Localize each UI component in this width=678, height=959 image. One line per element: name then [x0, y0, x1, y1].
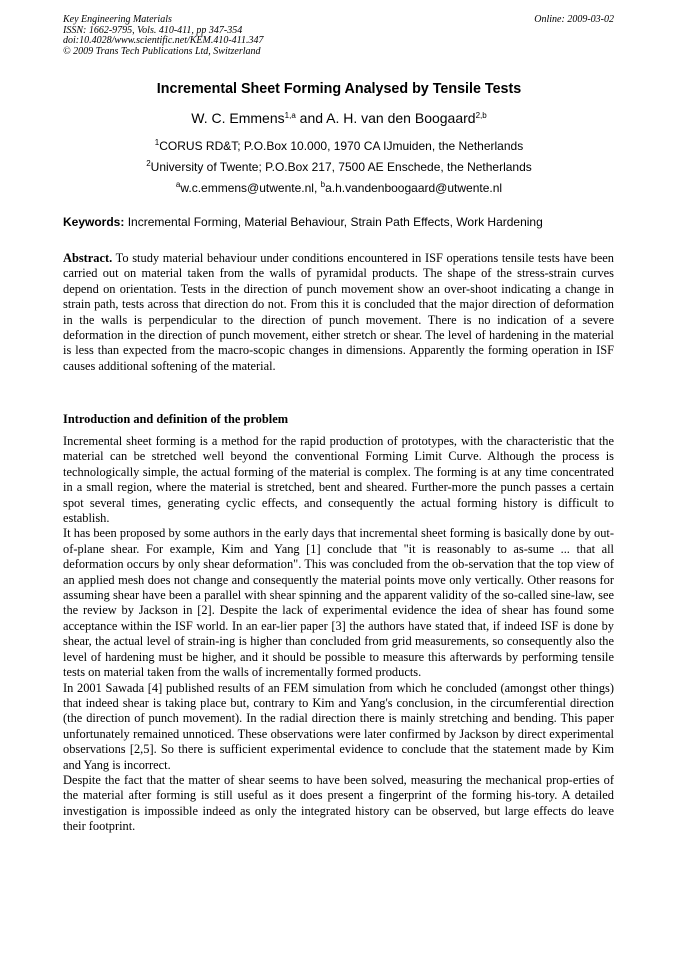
email-a: w.c.emmens@utwente.nl,: [180, 181, 321, 195]
abstract: [63, 251, 614, 374]
section-heading: Introduction and definition of the problem: [63, 412, 289, 426]
keywords-text: Incremental Forming, Material Behaviour, Strain Path Effects, Work Hardening: [124, 215, 543, 229]
affiliation-2-sup: 2: [146, 159, 151, 168]
section-body: [63, 434, 614, 835]
author-2: A. H. van den Boogaard: [326, 110, 476, 126]
abstract-label: Abstract.: [63, 251, 113, 265]
doi-line: doi:10.4028/www.scientific.net/KEM.410-411.347: [63, 35, 264, 47]
author-1-sup: 1,a: [284, 111, 296, 120]
paper-title: Incremental Sheet Forming Analysed by Tensile Tests: [156, 81, 522, 97]
journal-name: Key Engineering Materials: [63, 14, 172, 25]
keywords-label: Keywords:: [63, 215, 125, 229]
abstract-text: To study material behaviour under conditions encountered in ISF operations tensile tests have been carried out on material taken from the walls of pyramidal products. The shape of the stress-strain curves depend on orientation. Tests in the direction of punch movement show an over-shoot indicating a change in strain path, tests across that direction do not. From this it is concluded that the major direction of deformation in the walls is perpendicular to the direction of punch movement. There is no indication of a severe deformation in the direction of punch movement, either stretch or shear. The level of hardening in the material is less than expected from the macro-scopic changes in dimensions. Apparently the forming operation in ISF causes additional softening of the material.: [63, 251, 614, 373]
affiliation-1-text: CORUS RD&T; P.O.Box 10.000, 1970 CA IJmuiden, the Netherlands: [159, 139, 524, 153]
email-b-sup: b: [320, 180, 326, 189]
author-2-sup: 2,b: [475, 111, 487, 120]
author-conjunction: and: [295, 110, 327, 126]
affiliation-1: [0, 139, 678, 153]
paragraph: In 2001 Sawada [4] published results of an FEM simulation from which he concluded (amongst other things) that indeed shear is taking place but, contrary to Kim and Yang's conclusion, in the circumferential direction (the direction of punch movement). In the radial direction there is mainly stretching and bending. This paper unfortunately remained unnoticed. These observations were later confirmed by Jackson by direct experimental observations [2,5]. So there is sufficient experimental evidence to conclude that the statement made by Kim and Yang is incorrect.: [63, 680, 614, 772]
paragraph: Despite the fact that the matter of shear seems to have been solved, measuring the mechanical prop-erties of the material after forming is still useful as it does present a fingerprint of the forming his-tory. A detailed investigation is impossible indeed as only the integrated history can be observed, but large effects do leave their footprint.: [63, 772, 614, 834]
email-b: a.h.vandenboogaard@utwente.nl: [325, 181, 503, 195]
affiliation-1-sup: 1: [154, 138, 160, 147]
email-line: [0, 181, 678, 195]
author-1: W. C. Emmens: [191, 110, 285, 126]
author-line: [0, 110, 678, 126]
affiliation-2-text: University of Twente; P.O.Box 217, 7500 AE Enschede, the Netherlands: [150, 160, 532, 174]
paragraph: Incremental sheet forming is a method for the rapid production of prototypes, with the characteristic that the material can be stretched well beyond the conventional Forming Limit Curve. Although the process is technologically simple, the actual forming of the material is complex. The forming is at any time concentrated in a small region, where the material is stretched, bent and sheared. Further-more the punch passes a certain spot several times, generating cyclic effects, and consequently the actual forming history is difficult to establish.: [63, 434, 614, 526]
paragraph: It has been proposed by some authors in the early days that incremental sheet forming is basically done by out-of-plane shear. For example, Kim and Yang [1] conclude that "it is reasonably to as-sume ... that all deformation occurs by only shear deformation". This was concluded from the ob-servation that the top view of an applied mesh does not change and consequently the material points move only vertically. Other reasons for assuming shear have been a parallel with shear spinning and the apparent validity of the so-called sine-law, see the review by Jackson in [2]. Despite the lack of experimental evidence the idea of shear has found some acceptance within the ISF world. In an ear-lier paper [3] the authors have stated that, if indeed ISF is done by shear, the actual level of strain-ing is higher than concluded from grid measurements, so consequently also the level of hardening must be higher, and it should be possible to measure this afterwards by performing tensile tests on material taken from the walls of incrementally formed products.: [63, 526, 614, 680]
journal-header: [63, 15, 263, 57]
issn-line: ISSN: 1662-9795, Vols. 410-411, pp 347-354: [63, 24, 243, 36]
copyright-line: © 2009 Trans Tech Publications Ltd, Switzerland: [63, 45, 261, 57]
email-a-sup: a: [175, 180, 181, 189]
online-date: Online: 2009-03-02: [534, 14, 614, 25]
keywords: [63, 215, 543, 229]
affiliation-2: [0, 160, 678, 174]
